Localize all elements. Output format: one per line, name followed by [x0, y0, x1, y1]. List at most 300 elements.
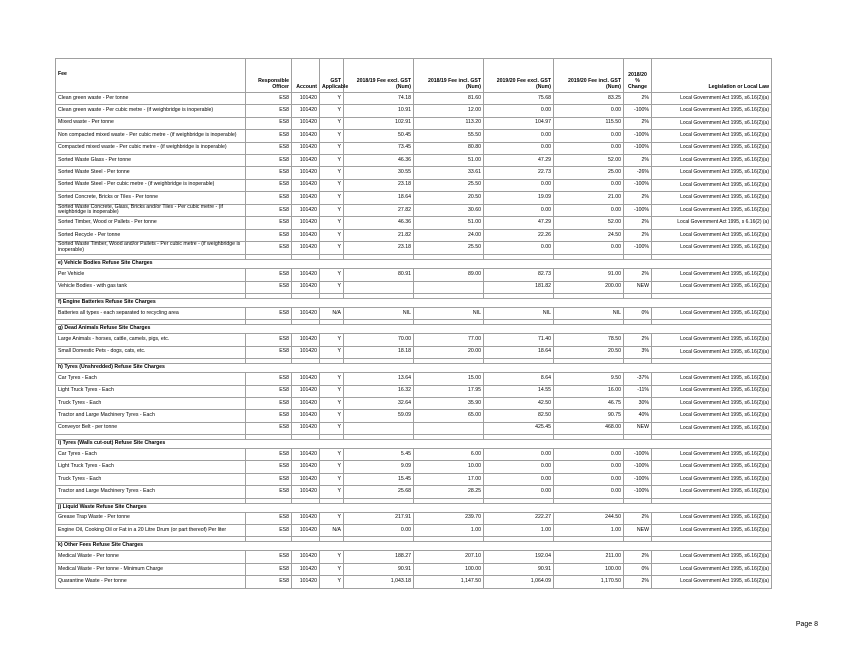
change-cell: -26%: [624, 167, 652, 179]
fee-1819-incl-cell: [414, 422, 484, 434]
change-cell: 2%: [624, 576, 652, 588]
fee-1819-excl-cell: 80.91: [344, 269, 414, 281]
fee-1920-incl-cell: 0.00: [554, 473, 624, 485]
fee-cell: Car Tyres - Each: [56, 449, 246, 461]
fee-1920-incl-cell: 46.75: [554, 397, 624, 409]
table-row: [56, 486, 772, 498]
fee-1819-incl-cell: 77.00: [414, 334, 484, 346]
fee-1819-incl-cell: 24.00: [414, 229, 484, 241]
fee-cell: Truck Tyres - Each: [56, 473, 246, 485]
fee-1819-excl-cell: 46.36: [344, 217, 414, 229]
gst-cell: Y: [320, 346, 344, 358]
table-row: [56, 346, 772, 358]
officer-cell: ES8: [246, 117, 292, 129]
table-row: [56, 525, 772, 537]
change-cell: NEW: [624, 422, 652, 434]
officer-cell: ES8: [246, 167, 292, 179]
fee-1819-excl-cell: 21.82: [344, 229, 414, 241]
section-title: h) Tyres (Unshredded) Refuse Site Charges: [56, 364, 772, 373]
account-cell: 101420: [292, 192, 320, 204]
officer-cell: ES8: [246, 105, 292, 117]
change-cell: NEW: [624, 281, 652, 293]
change-cell: -100%: [624, 105, 652, 117]
fee-cell: Light Truck Tyres - Each: [56, 385, 246, 397]
fee-1920-excl-cell: 82.73: [484, 269, 554, 281]
gst-cell: Y: [320, 229, 344, 241]
officer-cell: ES8: [246, 525, 292, 537]
gst-cell: Y: [320, 551, 344, 563]
officer-cell: ES8: [246, 449, 292, 461]
gst-cell: Y: [320, 167, 344, 179]
change-cell: 2%: [624, 229, 652, 241]
change-cell: -100%: [624, 179, 652, 191]
change-cell: 2%: [624, 512, 652, 524]
header-change: 2018/20 % Change: [624, 59, 652, 93]
section-header-row: [56, 542, 772, 551]
fee-1819-incl-cell: NIL: [414, 307, 484, 319]
officer-cell: ES8: [246, 93, 292, 105]
fee-1819-incl-cell: 33.61: [414, 167, 484, 179]
header-fee-1920-incl: 2019/20 Fee incl. GST (Num): [554, 59, 624, 93]
gst-cell: Y: [320, 373, 344, 385]
fee-1920-excl-cell: 0.00: [484, 105, 554, 117]
fee-1920-incl-cell: 0.00: [554, 242, 624, 255]
legislation-cell: Local Government Act 1995, s6.16(2)(a): [652, 204, 772, 217]
gst-cell: N/A: [320, 525, 344, 537]
fee-1819-incl-cell: 20.50: [414, 192, 484, 204]
account-cell: 101420: [292, 307, 320, 319]
account-cell: 101420: [292, 373, 320, 385]
table-row: [56, 142, 772, 154]
gst-cell: Y: [320, 179, 344, 191]
gst-cell: Y: [320, 130, 344, 142]
header-fee-1819-excl: 2018/19 Fee excl. GST (Num): [344, 59, 414, 93]
change-cell: 2%: [624, 154, 652, 166]
gst-cell: Y: [320, 154, 344, 166]
officer-cell: ES8: [246, 385, 292, 397]
table-row: [56, 551, 772, 563]
account-cell: 101420: [292, 551, 320, 563]
legislation-cell: Local Government Act 1995, s6.16(2)(a): [652, 563, 772, 575]
gst-cell: Y: [320, 281, 344, 293]
gst-cell: Y: [320, 486, 344, 498]
officer-cell: ES8: [246, 410, 292, 422]
fee-1819-excl-cell: 13.64: [344, 373, 414, 385]
header-fee-1819-incl: 2018/19 Fee incl. GST (Num): [414, 59, 484, 93]
fee-1819-excl-cell: 32.64: [344, 397, 414, 409]
table-row: [56, 242, 772, 255]
fee-1920-incl-cell: 24.50: [554, 229, 624, 241]
change-cell: 0%: [624, 307, 652, 319]
change-cell: -37%: [624, 373, 652, 385]
fee-1819-excl-cell: 18.64: [344, 192, 414, 204]
page-number: Page 8: [795, 621, 818, 628]
gst-cell: Y: [320, 192, 344, 204]
legislation-cell: Local Government Act 1995, s6.16(2)(a): [652, 346, 772, 358]
fee-cell: Sorted Waste Glass - Per tonne: [56, 154, 246, 166]
legislation-cell: Local Government Act 1995, s6.16(2)(a): [652, 461, 772, 473]
fee-1819-excl-cell: 70.00: [344, 334, 414, 346]
fee-cell: Sorted Recycle - Per tonne: [56, 229, 246, 241]
legislation-cell: Local Government Act 1995, s6.16(2)(a): [652, 105, 772, 117]
officer-cell: ES8: [246, 373, 292, 385]
fee-1920-incl-cell: 16.00: [554, 385, 624, 397]
officer-cell: ES8: [246, 346, 292, 358]
change-cell: -100%: [624, 142, 652, 154]
header-row: [56, 59, 772, 93]
account-cell: 101420: [292, 281, 320, 293]
officer-cell: ES8: [246, 204, 292, 217]
legislation-cell: Local Government Act 1995, s6.16(2)(a): [652, 229, 772, 241]
fee-1819-incl-cell: 80.80: [414, 142, 484, 154]
fee-1819-excl-cell: 27.82: [344, 204, 414, 217]
legislation-cell: Local Government Act 1995, s6.16(2)(a): [652, 281, 772, 293]
fee-1819-excl-cell: 73.45: [344, 142, 414, 154]
table-row: [56, 512, 772, 524]
account-cell: 101420: [292, 269, 320, 281]
fee-1920-excl-cell: 75.68: [484, 93, 554, 105]
fee-1920-incl-cell: 0.00: [554, 204, 624, 217]
gst-cell: Y: [320, 105, 344, 117]
legislation-cell: Local Government Act 1995, s6.16(2)(a): [652, 422, 772, 434]
table-row: [56, 307, 772, 319]
legislation-cell: Local Government Act 1995, s6.16(2)(a): [652, 269, 772, 281]
change-cell: 40%: [624, 410, 652, 422]
change-cell: NEW: [624, 525, 652, 537]
legislation-cell: Local Government Act 1995, s6.16(2)(a): [652, 242, 772, 255]
legislation-cell: Local Government Act 1995, s6.16(2)(a): [652, 449, 772, 461]
section-title: g) Dead Animals Refuse Site Charges: [56, 325, 772, 334]
section-header-row: [56, 325, 772, 334]
fee-1819-excl-cell: 188.27: [344, 551, 414, 563]
account-cell: 101420: [292, 130, 320, 142]
fee-cell: Clean green waste - Per tonne: [56, 93, 246, 105]
officer-cell: ES8: [246, 473, 292, 485]
change-cell: -100%: [624, 473, 652, 485]
fee-cell: Engine Oil, Cooking Oil or Fat in a 20 Litre Drum (or part thereof) Per liter: [56, 525, 246, 537]
section-header-row: [56, 364, 772, 373]
officer-cell: ES8: [246, 307, 292, 319]
fee-cell: Batteries all types - each separated to recycling area: [56, 307, 246, 319]
fee-1920-incl-cell: 21.00: [554, 192, 624, 204]
fee-cell: Sorted Concrete, Bricks or Tiles - Per tonne: [56, 192, 246, 204]
fee-1920-incl-cell: 0.00: [554, 142, 624, 154]
fee-1920-excl-cell: 22.73: [484, 167, 554, 179]
fee-1920-incl-cell: 9.50: [554, 373, 624, 385]
fee-1920-incl-cell: 52.00: [554, 154, 624, 166]
account-cell: 101420: [292, 461, 320, 473]
fee-1920-excl-cell: 14.55: [484, 385, 554, 397]
fee-cell: Vehicle Bodies - with gas tank: [56, 281, 246, 293]
fee-1819-incl-cell: 25.50: [414, 179, 484, 191]
fee-1920-excl-cell: 1,064.09: [484, 576, 554, 588]
header-fee-1920-excl: 2019/20 Fee excl. GST (Num): [484, 59, 554, 93]
fee-1819-excl-cell: 1,043.18: [344, 576, 414, 588]
fee-1920-excl-cell: 0.00: [484, 179, 554, 191]
fee-1920-excl-cell: 104.97: [484, 117, 554, 129]
change-cell: -100%: [624, 449, 652, 461]
gst-cell: Y: [320, 461, 344, 473]
fee-1819-incl-cell: 113.20: [414, 117, 484, 129]
fee-1819-incl-cell: 1,147.50: [414, 576, 484, 588]
fee-1920-excl-cell: 0.00: [484, 449, 554, 461]
change-cell: -100%: [624, 486, 652, 498]
fee-1819-incl-cell: 89.00: [414, 269, 484, 281]
fee-1920-excl-cell: 82.50: [484, 410, 554, 422]
header-gst-applicable: GST Applicable: [320, 59, 344, 93]
legislation-cell: Local Government Act 1995, s6.16(2)(a): [652, 192, 772, 204]
table-row: [56, 167, 772, 179]
fee-1819-excl-cell: 18.18: [344, 346, 414, 358]
legislation-cell: Local Government Act 1995, s6.16(2)(a): [652, 525, 772, 537]
header-responsible-officer: Responsible Officer: [246, 59, 292, 93]
officer-cell: ES8: [246, 281, 292, 293]
legislation-cell: Local Government Act 1995, s6.16(2)(a): [652, 154, 772, 166]
legislation-cell: Local Government Act 1995, s6.16(2)(a): [652, 167, 772, 179]
table-row: [56, 154, 772, 166]
fee-1920-excl-cell: 222.27: [484, 512, 554, 524]
fee-1819-incl-cell: 239.70: [414, 512, 484, 524]
table-row: [56, 422, 772, 434]
table-row: [56, 385, 772, 397]
fee-cell: Sorted Waste Steel - Per tonne: [56, 167, 246, 179]
account-cell: 101420: [292, 117, 320, 129]
table-row: [56, 281, 772, 293]
fee-1920-excl-cell: 71.40: [484, 334, 554, 346]
gst-cell: Y: [320, 422, 344, 434]
legislation-cell: Local Government Act 1995, s6.16(2)(a): [652, 117, 772, 129]
change-cell: -100%: [624, 204, 652, 217]
fee-1819-excl-cell: 59.09: [344, 410, 414, 422]
fee-1819-excl-cell: 15.45: [344, 473, 414, 485]
legislation-cell: Local Government Act 1995, s6.16(2)(a): [652, 307, 772, 319]
fee-cell: Medical Waste - Per tonne: [56, 551, 246, 563]
change-cell: -100%: [624, 461, 652, 473]
fee-1819-incl-cell: 17.95: [414, 385, 484, 397]
officer-cell: ES8: [246, 269, 292, 281]
officer-cell: ES8: [246, 563, 292, 575]
fee-cell: Sorted Waste Concrete, Glass, Bricks and/or Tiles - Per cubic metre - (if weighbridge is inoperable): [56, 204, 246, 217]
fee-1920-incl-cell: 0.00: [554, 461, 624, 473]
account-cell: 101420: [292, 93, 320, 105]
change-cell: 2%: [624, 117, 652, 129]
account-cell: 101420: [292, 179, 320, 191]
table-row: [56, 105, 772, 117]
account-cell: 101420: [292, 242, 320, 255]
table-row: [56, 217, 772, 229]
officer-cell: ES8: [246, 229, 292, 241]
fee-1819-excl-cell: 102.91: [344, 117, 414, 129]
gst-cell: Y: [320, 385, 344, 397]
section-title: j) Liquid Waste Refuse Site Charges: [56, 503, 772, 512]
change-cell: -100%: [624, 130, 652, 142]
fee-1819-incl-cell: 51.00: [414, 154, 484, 166]
fee-1819-excl-cell: 217.91: [344, 512, 414, 524]
table-row: [56, 229, 772, 241]
fee-1920-incl-cell: 211.00: [554, 551, 624, 563]
gst-cell: Y: [320, 142, 344, 154]
fee-1920-excl-cell: 181.82: [484, 281, 554, 293]
legislation-cell: Local Government Act 1995, s6.16(2)(a): [652, 551, 772, 563]
fee-1819-incl-cell: 6.00: [414, 449, 484, 461]
gst-cell: Y: [320, 449, 344, 461]
account-cell: 101420: [292, 563, 320, 575]
officer-cell: ES8: [246, 217, 292, 229]
fee-1819-incl-cell: 65.00: [414, 410, 484, 422]
fee-1819-excl-cell: 74.18: [344, 93, 414, 105]
fee-1920-incl-cell: 90.75: [554, 410, 624, 422]
fee-1920-incl-cell: 100.00: [554, 563, 624, 575]
fee-1920-incl-cell: 244.50: [554, 512, 624, 524]
fee-1920-excl-cell: 0.00: [484, 486, 554, 498]
table-row: [56, 117, 772, 129]
fee-1920-excl-cell: 8.64: [484, 373, 554, 385]
account-cell: 101420: [292, 449, 320, 461]
fee-1819-excl-cell: [344, 422, 414, 434]
fee-cell: Truck Tyres - Each: [56, 397, 246, 409]
change-cell: 2%: [624, 93, 652, 105]
fee-1920-excl-cell: 0.00: [484, 204, 554, 217]
gst-cell: Y: [320, 397, 344, 409]
legislation-cell: Local Government Act 1995, s6.16(2)(a): [652, 576, 772, 588]
fee-1920-excl-cell: NIL: [484, 307, 554, 319]
fee-1920-incl-cell: 0.00: [554, 179, 624, 191]
fee-1819-excl-cell: 90.91: [344, 563, 414, 575]
legislation-cell: Local Government Act 1995, s6.16(2)(a): [652, 130, 772, 142]
gst-cell: Y: [320, 410, 344, 422]
fee-cell: Small Domestic Pets - dogs, cats, etc.: [56, 346, 246, 358]
change-cell: -11%: [624, 385, 652, 397]
change-cell: 2%: [624, 192, 652, 204]
fee-1920-excl-cell: 18.64: [484, 346, 554, 358]
account-cell: 101420: [292, 473, 320, 485]
officer-cell: ES8: [246, 576, 292, 588]
fee-1819-incl-cell: 20.00: [414, 346, 484, 358]
fee-1920-excl-cell: 0.00: [484, 242, 554, 255]
fee-1920-incl-cell: 20.50: [554, 346, 624, 358]
fee-1819-incl-cell: 100.00: [414, 563, 484, 575]
gst-cell: Y: [320, 217, 344, 229]
fee-1920-incl-cell: 25.00: [554, 167, 624, 179]
change-cell: 2%: [624, 217, 652, 229]
fee-1819-incl-cell: 30.60: [414, 204, 484, 217]
gst-cell: Y: [320, 334, 344, 346]
section-header-row: [56, 503, 772, 512]
change-cell: 30%: [624, 397, 652, 409]
section-header-row: [56, 298, 772, 307]
fee-1819-incl-cell: 10.00: [414, 461, 484, 473]
gst-cell: Y: [320, 576, 344, 588]
officer-cell: ES8: [246, 397, 292, 409]
officer-cell: ES8: [246, 461, 292, 473]
gst-cell: Y: [320, 117, 344, 129]
account-cell: 101420: [292, 229, 320, 241]
fee-1819-excl-cell: NIL: [344, 307, 414, 319]
account-cell: 101420: [292, 217, 320, 229]
fee-1920-excl-cell: 0.00: [484, 473, 554, 485]
account-cell: 101420: [292, 154, 320, 166]
fee-1920-excl-cell: 47.29: [484, 217, 554, 229]
account-cell: 101420: [292, 204, 320, 217]
fees-table: [55, 58, 772, 589]
section-title: f) Engine Batteries Refuse Site Charges: [56, 298, 772, 307]
fee-cell: Car Tyres - Each: [56, 373, 246, 385]
gst-cell: Y: [320, 269, 344, 281]
fee-1819-incl-cell: 28.25: [414, 486, 484, 498]
fee-1819-excl-cell: 46.36: [344, 154, 414, 166]
officer-cell: ES8: [246, 142, 292, 154]
header-account: Account: [292, 59, 320, 93]
fee-1920-incl-cell: NIL: [554, 307, 624, 319]
fee-1920-excl-cell: 42.50: [484, 397, 554, 409]
gst-cell: Y: [320, 93, 344, 105]
gst-cell: Y: [320, 473, 344, 485]
gst-cell: Y: [320, 563, 344, 575]
section-title: e) Vehicle Bodies Refuse Site Charges: [56, 260, 772, 269]
fee-cell: Medical Waste - Per tonne - Minimum Charge: [56, 563, 246, 575]
fee-1819-incl-cell: 55.50: [414, 130, 484, 142]
account-cell: 101420: [292, 410, 320, 422]
fee-cell: Conveyor Belt - per tonne: [56, 422, 246, 434]
fee-cell: Per Vehicle: [56, 269, 246, 281]
account-cell: 101420: [292, 385, 320, 397]
fee-1920-incl-cell: 468.00: [554, 422, 624, 434]
legislation-cell: Local Government Act 1995, s6.16(2)(a): [652, 397, 772, 409]
change-cell: 2%: [624, 334, 652, 346]
fee-1920-excl-cell: 0.00: [484, 461, 554, 473]
table-row: [56, 410, 772, 422]
fees-body: [56, 93, 772, 589]
fee-cell: Sorted Timber, Wood or Pallets - Per tonne: [56, 217, 246, 229]
fee-cell: Quarantine Waste - Per tonne: [56, 576, 246, 588]
officer-cell: ES8: [246, 242, 292, 255]
officer-cell: ES8: [246, 486, 292, 498]
header-fee: Fee: [56, 59, 246, 93]
section-header-row: [56, 260, 772, 269]
fee-1920-incl-cell: 1.00: [554, 525, 624, 537]
gst-cell: Y: [320, 512, 344, 524]
change-cell: -100%: [624, 242, 652, 255]
account-cell: 101420: [292, 346, 320, 358]
table-row: [56, 473, 772, 485]
change-cell: 2%: [624, 551, 652, 563]
table-row: [56, 269, 772, 281]
table-row: [56, 373, 772, 385]
account-cell: 101420: [292, 142, 320, 154]
section-header-row: [56, 440, 772, 449]
legislation-cell: Local Government Act 1995, s6.16(2)(a): [652, 410, 772, 422]
legislation-cell: Local Government Act 1995, s6.16(2)(a): [652, 473, 772, 485]
fee-cell: Light Truck Tyres - Each: [56, 461, 246, 473]
legislation-cell: Local Government Act 1995, s6.16(2)(a): [652, 373, 772, 385]
section-title: i) Tyres (Walls cut-out) Refuse Site Charges: [56, 440, 772, 449]
fee-1819-incl-cell: 17.00: [414, 473, 484, 485]
fee-1819-excl-cell: 9.09: [344, 461, 414, 473]
table-row: [56, 449, 772, 461]
fee-1819-incl-cell: [414, 281, 484, 293]
fee-1920-incl-cell: 1,170.50: [554, 576, 624, 588]
account-cell: 101420: [292, 576, 320, 588]
table-row: [56, 563, 772, 575]
officer-cell: ES8: [246, 551, 292, 563]
change-cell: 3%: [624, 346, 652, 358]
fee-1920-incl-cell: 200.00: [554, 281, 624, 293]
fee-1819-incl-cell: 207.10: [414, 551, 484, 563]
fee-1920-incl-cell: 0.00: [554, 449, 624, 461]
officer-cell: ES8: [246, 192, 292, 204]
table-row: [56, 130, 772, 142]
table-row: [56, 192, 772, 204]
